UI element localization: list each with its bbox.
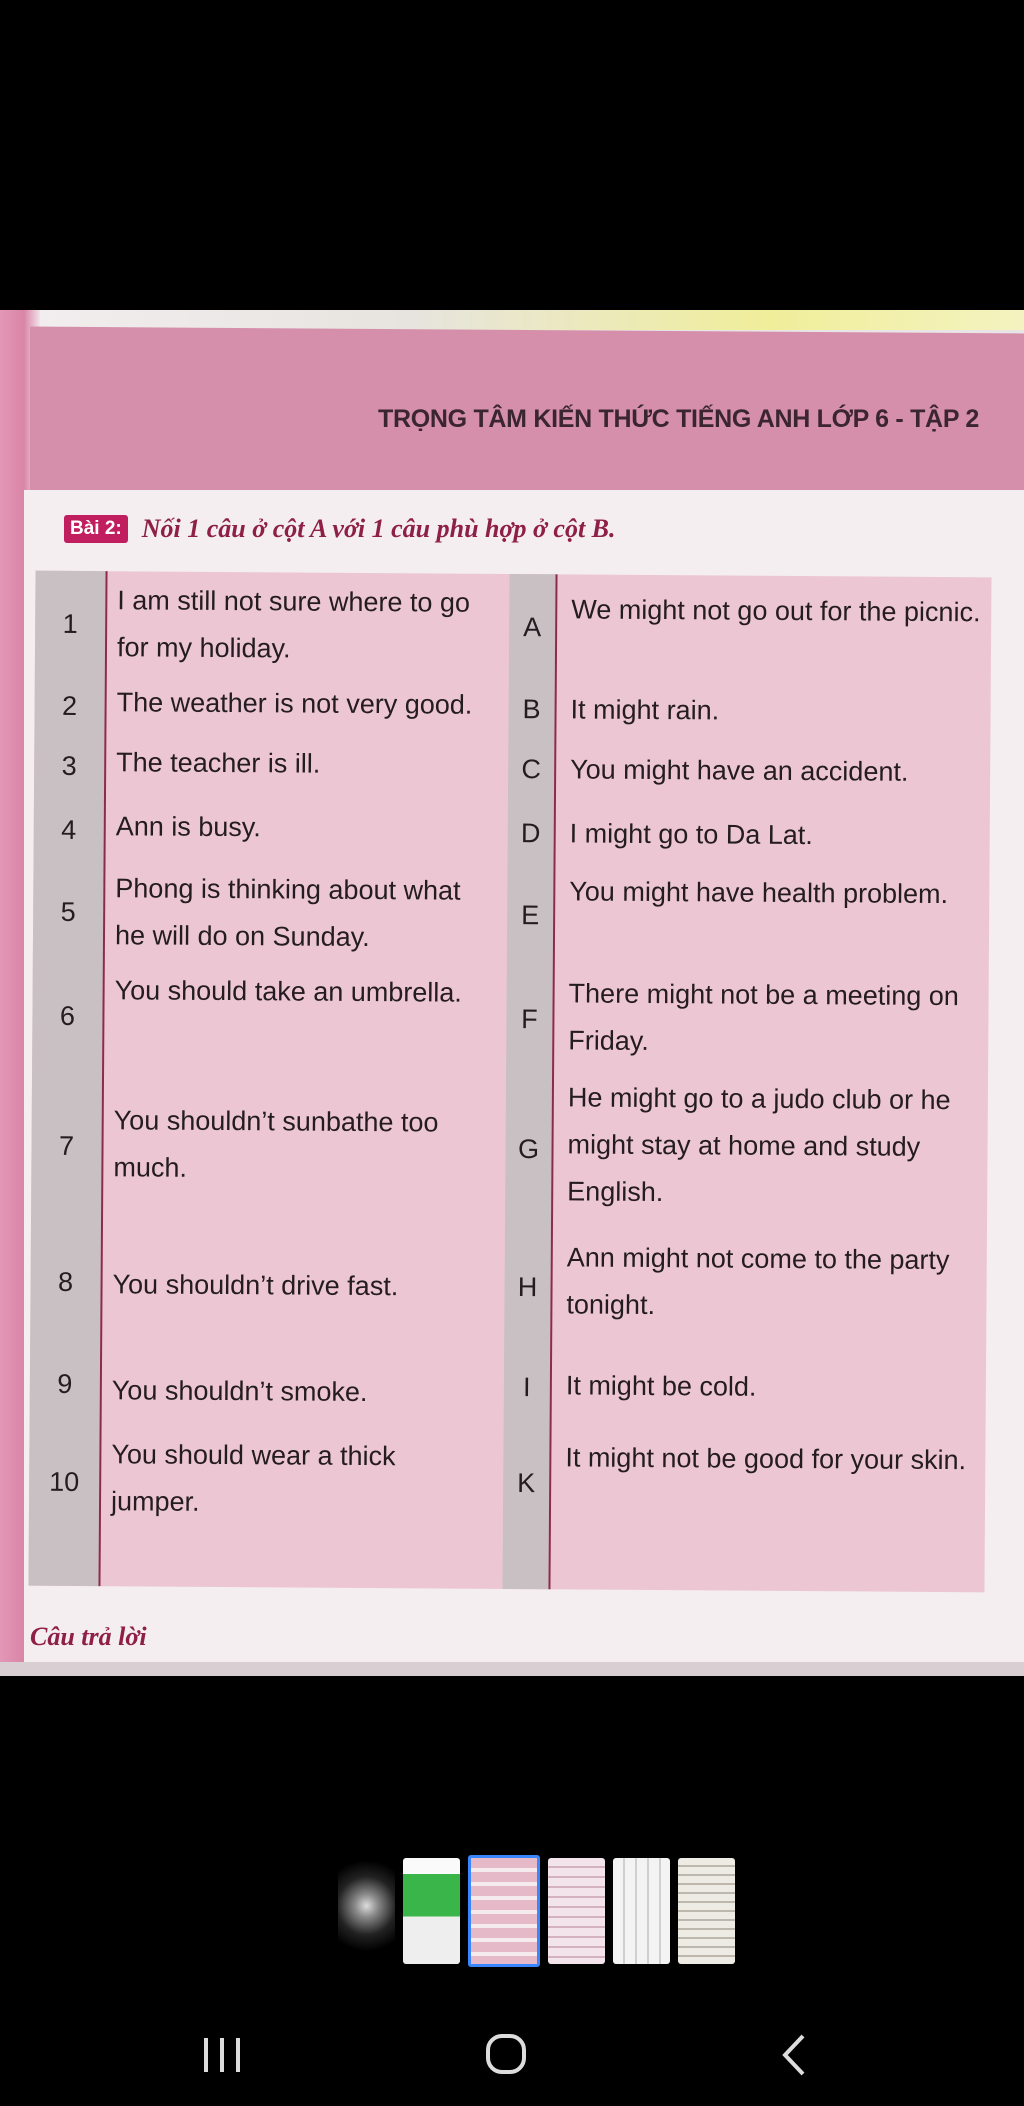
- column-a-sentence: You shouldn’t smoke.: [111, 1375, 368, 1408]
- row-number: 5: [60, 896, 76, 927]
- column-a-sentence: You shouldn’t drive fast.: [112, 1269, 399, 1302]
- row-number: 10: [49, 1466, 80, 1498]
- row-letter: E: [521, 900, 540, 931]
- row-number: 3: [61, 750, 77, 781]
- table-row: [30, 1361, 986, 1416]
- recents-icon: [192, 2030, 252, 2080]
- row-letter: H: [517, 1272, 538, 1303]
- row-number: 2: [61, 690, 78, 721]
- book-header-title: TRỌNG TÂM KIẾN THỨC TIẾNG ANH LỚP 6 - TẬP 2: [378, 405, 979, 433]
- row-letter: D: [520, 818, 541, 849]
- table-row: [35, 577, 992, 678]
- column-b-sentence: You might have health problem.: [569, 876, 949, 910]
- row-number: 7: [58, 1130, 75, 1161]
- column-a-sentence: The teacher is ill.: [116, 747, 321, 779]
- table-row: [33, 865, 990, 968]
- gallery-thumbnail[interactable]: [678, 1858, 735, 1964]
- row-number: 4: [61, 814, 77, 845]
- gallery-thumbnail[interactable]: [548, 1858, 605, 1964]
- back-icon: [765, 2030, 825, 2080]
- table-row: [29, 1431, 986, 1538]
- page-bottom-edge: [0, 1662, 1024, 1676]
- exercise-instruction: Nối 1 câu ở cột A với 1 câu phù hợp ở cột B.: [141, 514, 616, 543]
- table-row: [31, 1071, 988, 1228]
- home-icon: [476, 2030, 536, 2080]
- table-row: [34, 743, 990, 798]
- column-a-sentence: The weather is not very good.: [116, 687, 473, 720]
- column-b-sentence: There might not be a meeting on Friday.: [568, 978, 959, 1056]
- column-b-sentence: Ann might not come to the party tonight.: [566, 1242, 950, 1321]
- column-b-sentence: He might go to a judo club or he might stay at home and study English.: [567, 1082, 951, 1208]
- row-letter: A: [523, 612, 542, 643]
- photo-viewer-image[interactable]: [0, 310, 1024, 1676]
- table-row: [32, 967, 989, 1074]
- answer-label: Câu trả lời: [30, 1622, 147, 1651]
- gallery-thumbnail-strip: [338, 1855, 735, 1967]
- gallery-thumbnail[interactable]: [403, 1858, 460, 1964]
- gallery-thumbnail-active[interactable]: [468, 1855, 540, 1967]
- android-navigation-bar: [0, 2000, 1024, 2100]
- table-row: [30, 1231, 987, 1342]
- column-b-sentence: You might have an accident.: [570, 754, 909, 787]
- gallery-thumbnail[interactable]: [613, 1858, 670, 1964]
- column-a-sentence: Ann is busy.: [115, 811, 261, 843]
- gallery-thumbnail[interactable]: [338, 1858, 395, 1964]
- column-b-sentence: We might not go out for the picnic.: [571, 594, 981, 628]
- row-number: 1: [62, 608, 78, 639]
- back-button[interactable]: [765, 2030, 825, 2080]
- row-number: 6: [59, 1000, 76, 1031]
- row-letter: K: [517, 1468, 536, 1499]
- recents-button[interactable]: [192, 2030, 252, 2080]
- row-letter: C: [521, 754, 542, 785]
- row-letter: B: [522, 694, 541, 725]
- row-number: 9: [57, 1368, 73, 1399]
- matching-table: [28, 571, 991, 1593]
- column-a-sentence: You should wear a thick jumper.: [110, 1439, 396, 1517]
- column-a-sentence: You should take an umbrella.: [114, 975, 462, 1008]
- table-row: [34, 807, 990, 862]
- column-b-sentence: It might be cold.: [565, 1370, 757, 1402]
- column-b-sentence: I might go to Da Lat.: [569, 818, 813, 851]
- column-b-sentence: It might rain.: [570, 694, 720, 726]
- column-b-sentence: It might not be good for your skin.: [565, 1442, 967, 1476]
- column-a-sentence: Phong is thinking about what he will do on Sunday.: [114, 873, 461, 953]
- row-number: 8: [57, 1266, 74, 1297]
- row-letter: I: [522, 1372, 531, 1403]
- row-letter: G: [517, 1134, 540, 1165]
- column-a-sentence: I am still not sure where to go for my holiday.: [116, 585, 471, 664]
- table-row: [34, 683, 990, 738]
- exercise-badge: Bài 2:: [64, 515, 128, 543]
- home-button[interactable]: [476, 2030, 536, 2080]
- exercise-heading: [64, 514, 616, 544]
- column-a-sentence: You shouldn’t sunbathe too much.: [113, 1105, 439, 1183]
- row-letter: F: [521, 1004, 538, 1035]
